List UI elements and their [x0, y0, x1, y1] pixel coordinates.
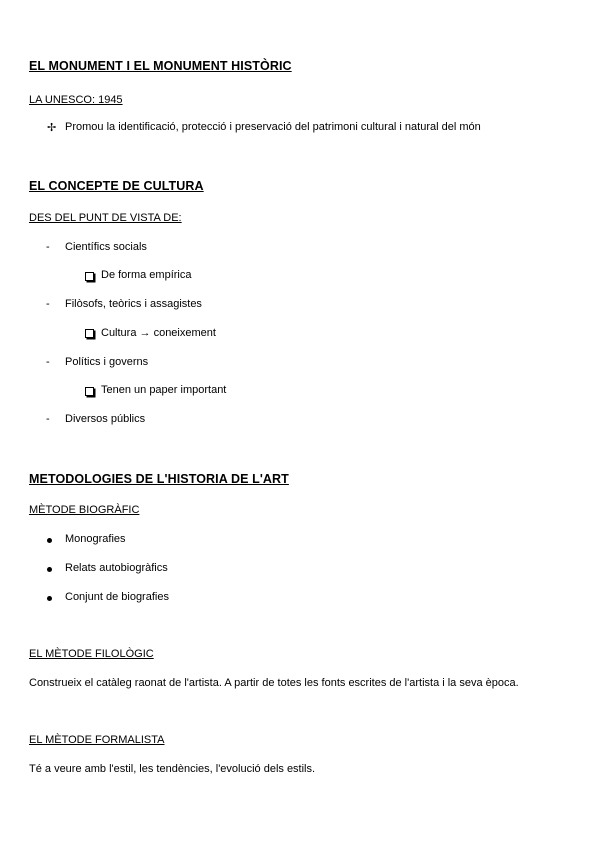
bullet-dot-icon [47, 596, 52, 601]
list-subitem: Cultura → coneixement [101, 327, 216, 339]
checkbox-bullet-icon [85, 387, 94, 396]
subheading-filologic: EL MÈTODE FILOLÒGIC [29, 648, 154, 660]
cross-bullet-icon: ✢ [47, 122, 57, 134]
subheading-biografic: MÈTODE BIOGRÀFIC [29, 504, 140, 516]
list-item: Polítics i governs [65, 356, 149, 368]
unesco-bullet-text: Promou la identificació, protecció i preservació del patrimoni cultural i natural del món [65, 121, 481, 133]
list-item: Filòsofs, teòrics i assagistes [65, 298, 202, 310]
list-subitem: De forma empírica [101, 269, 192, 281]
subheading-punt-de-vista: DES DEL PUNT DE VISTA DE: [29, 212, 182, 224]
dash-bullet-icon: - [46, 241, 50, 253]
dash-bullet-icon: - [46, 356, 50, 368]
list-item: Científics socials [65, 241, 147, 253]
paragraph-formalista: Té a veure amb l'estil, les tendències, l'evolució dels estils. [29, 763, 316, 775]
checkbox-bullet-icon [85, 329, 94, 338]
dash-bullet-icon: - [46, 298, 50, 310]
list-subitem: Tenen un paper important [101, 384, 227, 396]
heading-metodologies: METODOLOGIES DE L'HISTORIA DE L'ART [29, 472, 289, 486]
list-item: Monografies [65, 533, 126, 545]
subheading-formalista: EL MÈTODE FORMALISTA [29, 734, 165, 746]
list-item: Conjunt de biografies [65, 591, 169, 603]
heading-monument: EL MONUMENT I EL MONUMENT HISTÒRIC [29, 59, 292, 73]
subheading-unesco: LA UNESCO: 1945 [29, 94, 123, 106]
bullet-dot-icon [47, 567, 52, 572]
dash-bullet-icon: - [46, 413, 50, 425]
paragraph-filologic: Construeix el catàleg raonat de l'artista. A partir de totes les fonts escrites de l'artista i la seva època. [29, 677, 519, 689]
list-item: Relats autobiogràfics [65, 562, 168, 574]
list-item: Diversos públics [65, 413, 146, 425]
bullet-dot-icon [47, 538, 52, 543]
heading-cultura: EL CONCEPTE DE CULTURA [29, 179, 204, 193]
checkbox-bullet-icon [85, 272, 94, 281]
